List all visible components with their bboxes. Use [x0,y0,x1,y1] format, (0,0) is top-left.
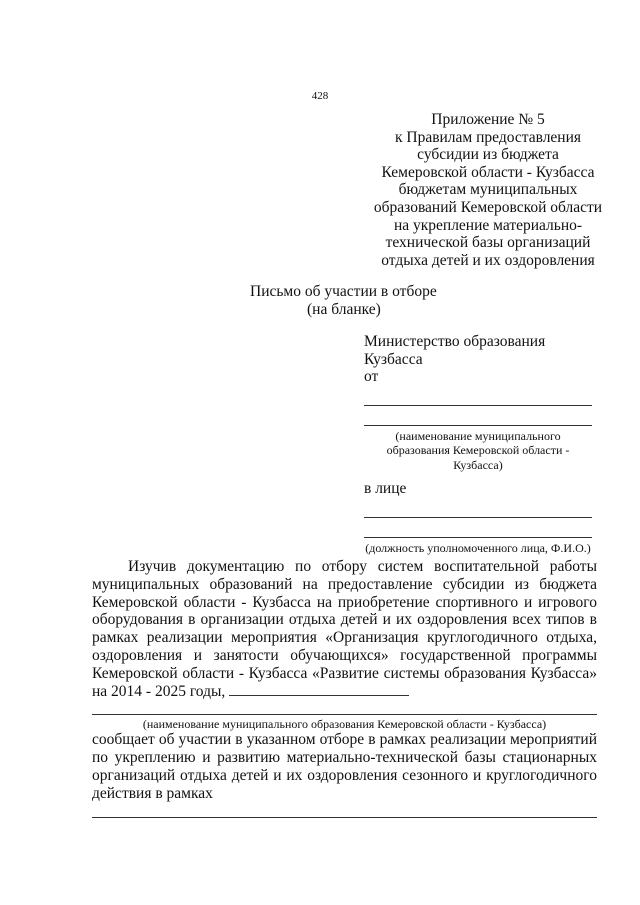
ministry-line: Министерство образования [364,333,546,350]
body-paragraph: сообщает об участии в указанном отборе в рамках реализации мероприятий по укреплению и развитию материально-технической базы стационарных организаций отдыха детей и их оздоровления сезонного и круглогодичного действия в рамках [92,731,597,802]
municipality-caption: (наименование муниципального образования Кемеровской области - Кузбасса) [142,717,547,732]
body-paragraph [92,558,597,700]
body-paragraph-text: Изучив документацию по отбору систем воспитательной работы муниципальных образований на предоставление субсидии из бюджета Кемеровской области - Кузбасса на приобретение спортивного и игрового оборудования в организации отдыха детей и их оздоровления всех типов в рамках реализации мероприятия «Организация круглогодичного отдыха, оздоровления и занятости обучающихся» государственной программы Кемеровской области - Кузбасса «Развитие системы образования Кузбасса» на 2014 - 2025 годы, [92,558,597,700]
program-fill-line[interactable] [92,803,597,818]
appendix-line: образований Кемеровской области [373,198,603,216]
person-fill-line[interactable] [364,524,592,538]
appendix-line: технической базы организаций [385,234,591,252]
municipality-full-line[interactable] [92,700,597,715]
letter-title: Письмо об участии в отборе [250,283,437,300]
page-number: 428 [311,90,329,102]
ministry-line: Кузбасса [364,350,423,368]
appendix-line: Приложение № 5 [431,111,545,128]
appendix-line: к Правилам предоставления [394,128,582,146]
municipality-caption: (наименование муниципального образования Кемеровской области - Кузбасса) [386,428,570,472]
letter-subtitle: (на бланке) [307,301,381,318]
municipality-fill-line[interactable] [229,683,409,696]
appendix-line: отдыха детей и их оздоровления [381,251,595,269]
person-fill-line[interactable] [364,504,592,518]
appendix-header [358,111,618,269]
letter-body [92,558,597,818]
appendix-line: субсидии из бюджета [417,146,559,164]
appendix-line: на укрепление материально- [393,216,583,234]
recipient-block [364,333,592,555]
appendix-line: бюджетам муниципальных [398,181,578,199]
official-caption: (должность уполномоченного лица, Ф.И.О.) [365,540,591,555]
from-fill-line[interactable] [364,412,592,426]
person-label: в лице [364,480,407,497]
from-label: от [364,368,379,385]
appendix-line: Кемеровской области - Кузбасса [381,163,595,181]
from-fill-line[interactable] [364,392,592,406]
